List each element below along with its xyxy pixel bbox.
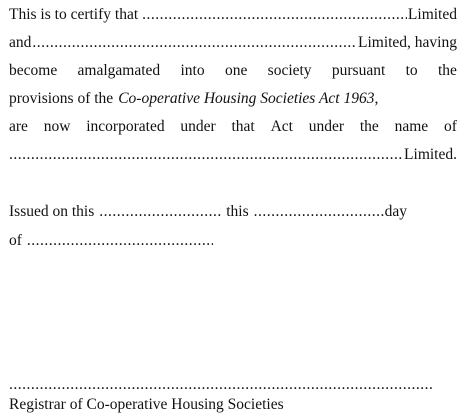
incorporated-text: are now incorporated under that Act under the name of xyxy=(9,118,457,135)
issued-lead: Issued on this xyxy=(9,203,95,220)
issued-middle: this xyxy=(226,203,249,220)
amalgamated-line xyxy=(9,59,457,83)
issue-date-blank[interactable] xyxy=(99,200,221,224)
registrar-title-line xyxy=(9,393,457,417)
amalgamated-text: become amalgamated into one society pursuant to the xyxy=(9,62,457,79)
issue-day-blank[interactable] xyxy=(254,200,384,224)
incorporated-line xyxy=(9,115,457,139)
of-lead: of xyxy=(9,232,22,249)
issued-tail: day xyxy=(384,203,408,220)
certify-lead: This is to certify that xyxy=(9,6,139,23)
issue-month-year-blank[interactable] xyxy=(27,229,213,253)
issued-line xyxy=(9,200,457,224)
of-line xyxy=(9,229,457,253)
certify-tail: Limited xyxy=(407,6,457,23)
new-name-line xyxy=(9,143,457,167)
new-name-tail: Limited. xyxy=(404,146,457,163)
provisions-tail: , xyxy=(374,90,379,107)
provisions-lead: provisions of the xyxy=(9,90,114,107)
society-name-blank-1[interactable] xyxy=(142,3,407,27)
certify-line xyxy=(9,3,457,27)
new-society-name-blank[interactable] xyxy=(9,143,403,167)
act-name: Co-operative Housing Societies Act 1963 xyxy=(118,90,375,107)
society-name-blank-2[interactable] xyxy=(32,31,357,55)
and-line xyxy=(9,31,457,55)
and-tail: Limited, having xyxy=(357,34,457,51)
registrar-title: Registrar of Co-operative Housing Societies xyxy=(9,396,284,413)
and-lead: and xyxy=(9,34,32,51)
provisions-line xyxy=(9,87,457,111)
